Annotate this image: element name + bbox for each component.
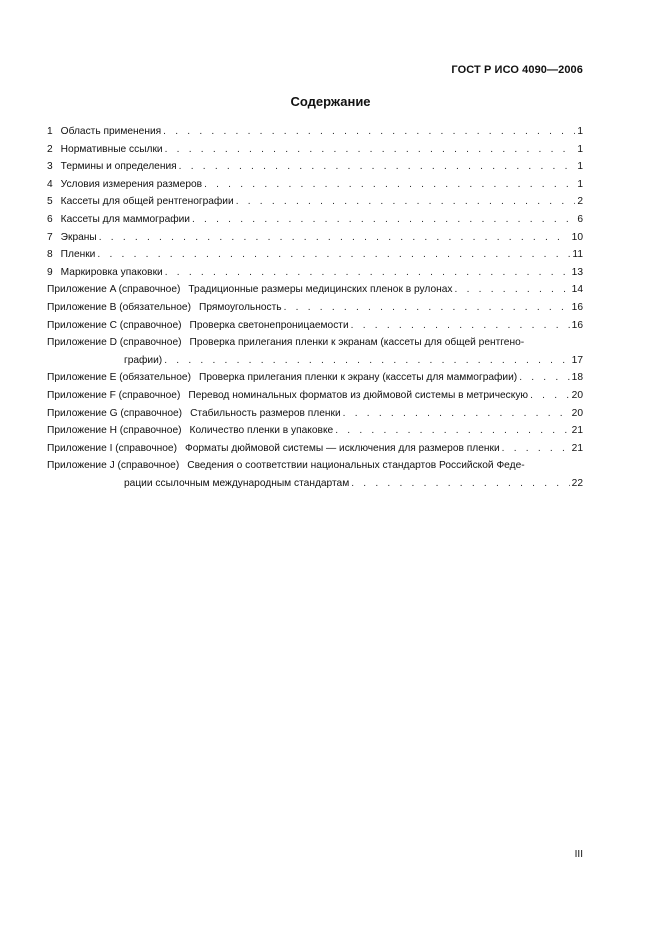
toc-entry-label: Приложение B (обязательное) <box>47 299 193 317</box>
toc-entry-page: 1 <box>577 143 583 155</box>
toc-leader-dots <box>335 422 569 440</box>
toc-entry-label: 2 <box>47 141 55 159</box>
toc-entry-title: Проверка прилегания пленки к экрану (кассеты для маммографии) <box>199 369 519 387</box>
toc-entry-page: 21 <box>571 425 583 437</box>
toc-entry[interactable] <box>47 141 583 159</box>
toc-entry-label: 5 <box>47 193 55 211</box>
toc-entry-title: Кассеты для маммографии <box>61 211 192 229</box>
page-title: Содержание <box>290 94 371 109</box>
toc-leader-dots <box>164 352 569 370</box>
toc-entry-title: Пленки <box>61 246 98 264</box>
toc-entry-title: Прямоугольность <box>199 299 284 317</box>
toc-leader-dots <box>97 246 570 264</box>
toc-leader-dots <box>163 123 575 141</box>
toc-entry-page: 6 <box>577 213 583 225</box>
toc-entry-label: Приложение D (справочное) <box>47 334 184 352</box>
toc-entry-title: Проверка светонепроницаемости <box>190 317 351 335</box>
toc-leader-dots <box>179 158 576 176</box>
toc-entry[interactable] <box>47 246 583 264</box>
toc-leader-dots <box>284 299 570 317</box>
toc-entry-page: 20 <box>571 407 583 419</box>
toc-leader-dots <box>204 176 575 194</box>
toc-entry-label: Приложение F (справочное) <box>47 387 182 405</box>
toc-entry-label: Приложение C (справочное) <box>47 317 184 335</box>
toc-entry-page: 16 <box>571 319 583 331</box>
toc-entry-page: 14 <box>571 284 583 296</box>
toc-entry-label: 7 <box>47 229 55 247</box>
toc-entry-title: Количество пленки в упаковке <box>190 422 336 440</box>
toc-entry-page: 22 <box>571 477 583 489</box>
toc-entry[interactable] <box>47 422 583 440</box>
toc-entry-title: Экраны <box>61 229 99 247</box>
toc-entry-page: 1 <box>577 161 583 173</box>
toc-leader-dots <box>455 281 570 299</box>
toc-leader-dots <box>502 440 570 458</box>
toc-entry-label: 9 <box>47 264 55 282</box>
page-number: III <box>574 849 583 860</box>
toc-entry-label: 3 <box>47 158 55 176</box>
toc-leader-dots <box>165 141 576 159</box>
toc-entry-title: Маркировка упаковки <box>61 264 165 282</box>
toc-entry-label: 6 <box>47 211 55 229</box>
toc-entry-label: Приложение J (справочное) <box>47 457 181 475</box>
toc-entry-title: Традиционные размеры медицинских пленок в рулонах <box>188 281 454 299</box>
toc-entry[interactable] <box>47 299 583 317</box>
toc-entry-title: Условия измерения размеров <box>61 176 204 194</box>
toc-entry-page: 2 <box>577 196 583 208</box>
toc-entry-title: Область применения <box>61 123 163 141</box>
toc-entry-page: 1 <box>577 178 583 190</box>
toc-entry-title: Сведения о соответствии национальных стандартов Российской Феде- <box>187 457 526 475</box>
toc-entry-page: 13 <box>571 266 583 278</box>
toc-entry-page: 20 <box>571 389 583 401</box>
toc-entry-title: Термины и определения <box>61 158 179 176</box>
table-of-contents <box>47 123 583 492</box>
toc-entry[interactable] <box>47 317 583 335</box>
toc-entry[interactable] <box>47 193 583 211</box>
toc-entry[interactable] <box>47 264 583 282</box>
toc-entry[interactable] <box>47 440 583 458</box>
toc-leader-dots <box>343 405 570 423</box>
toc-entry-page: 1 <box>577 126 583 137</box>
toc-leader-dots <box>351 317 570 335</box>
toc-entry[interactable] <box>47 457 583 492</box>
toc-leader-dots <box>165 264 570 282</box>
toc-entry[interactable] <box>47 176 583 194</box>
toc-entry-label: 8 <box>47 246 55 264</box>
toc-entry-title-continued: рации ссылочным международным стандартам <box>124 475 351 493</box>
toc-leader-dots <box>192 211 575 229</box>
toc-entry-title: Стабильность размеров пленки <box>190 405 343 423</box>
toc-entry-label: Приложение A (справочное) <box>47 281 182 299</box>
toc-entry[interactable] <box>47 405 583 423</box>
toc-leader-dots <box>530 387 570 405</box>
toc-entry-title: Нормативные ссылки <box>61 141 165 159</box>
toc-entry-page: 21 <box>571 442 583 454</box>
toc-entry[interactable] <box>47 387 583 405</box>
toc-entry[interactable] <box>47 334 583 369</box>
toc-leader-dots <box>351 475 569 493</box>
toc-entry-page: 10 <box>571 231 583 243</box>
toc-entry-label: Приложение E (обязательное) <box>47 369 193 387</box>
toc-entry[interactable] <box>47 123 583 141</box>
toc-entry-page: 18 <box>571 372 583 384</box>
toc-leader-dots <box>519 369 569 387</box>
toc-entry-title: Форматы дюймовой системы — исключения для размеров пленки <box>185 440 502 458</box>
toc-entry-label: 1 <box>47 123 55 141</box>
toc-entry-title: Проверка прилегания пленки к экранам (кассеты для общей рентгено- <box>190 334 527 352</box>
toc-entry-label: Приложение G (справочное) <box>47 405 184 423</box>
toc-entry-page: 17 <box>571 354 583 366</box>
toc-entry-label: 4 <box>47 176 55 194</box>
toc-entry-title: Перевод номинальных форматов из дюймовой системы в метрическую <box>188 387 530 405</box>
toc-entry-title: Кассеты для общей рентгенографии <box>61 193 236 211</box>
toc-entry-page: 11 <box>572 249 583 261</box>
toc-entry-title-continued: графии) <box>124 352 164 370</box>
document-code: ГОСТ Р ИСО 4090—2006 <box>451 64 583 76</box>
toc-entry-page: 16 <box>571 301 583 313</box>
toc-leader-dots <box>99 229 570 247</box>
toc-entry[interactable] <box>47 211 583 229</box>
toc-entry[interactable] <box>47 281 583 299</box>
toc-entry-label: Приложение I (справочное) <box>47 440 179 458</box>
toc-entry[interactable] <box>47 158 583 176</box>
toc-entry-label: Приложение H (справочное) <box>47 422 184 440</box>
toc-entry[interactable] <box>47 369 583 387</box>
toc-leader-dots <box>236 193 576 211</box>
toc-entry[interactable] <box>47 229 583 247</box>
